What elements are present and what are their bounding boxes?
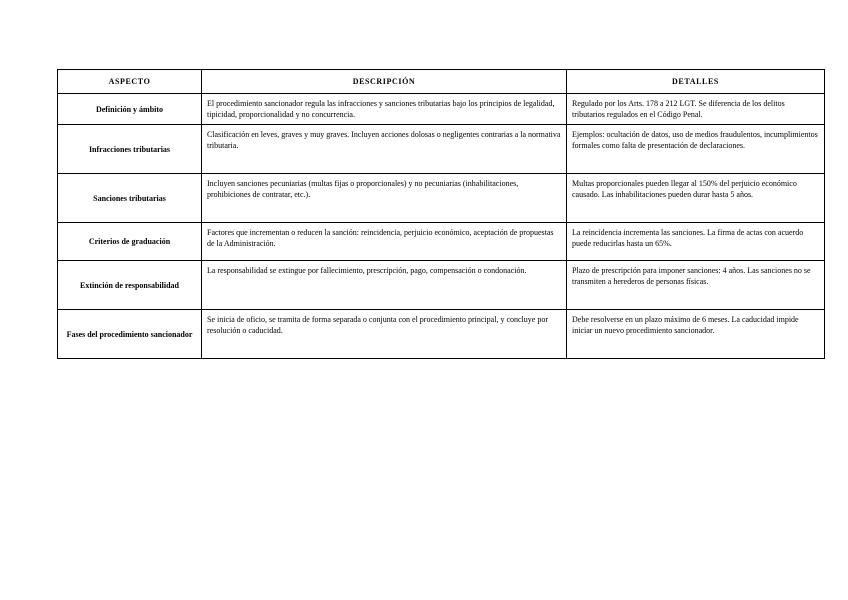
details-cell: La reincidencia incrementa las sanciones. La firma de actas con acuerdo puede reducirlas hasta un 65%. xyxy=(567,223,825,261)
details-cell: Regulado por los Arts. 178 a 212 LGT. Se diferencia de los delitos tributarios regulados en el Código Penal. xyxy=(567,94,825,125)
table-row xyxy=(58,94,825,125)
table-row xyxy=(58,174,825,223)
aspect-cell: Infracciones tributarias xyxy=(58,125,202,174)
table-header-row xyxy=(58,70,825,94)
header-detalles: DETALLES xyxy=(567,70,825,94)
details-cell: Multas proporcionales pueden llegar al 150% del perjuicio económico causado. Las inhabilitaciones pueden durar hasta 5 años. xyxy=(567,174,825,223)
description-cell: La responsabilidad se extingue por fallecimiento, prescripción, pago, compensación o condonación. xyxy=(202,261,567,310)
description-cell: El procedimiento sancionador regula las infracciones y sanciones tributarias bajo los principios de legalidad, tipicidad, proporcionalidad y no concurrencia. xyxy=(202,94,567,125)
summary-table xyxy=(57,69,825,359)
table-row xyxy=(58,223,825,261)
details-cell: Plazo de prescripción para imponer sanciones: 4 años. Las sanciones no se transmiten a herederos de personas físicas. xyxy=(567,261,825,310)
description-cell: Se inicia de oficio, se tramita de forma separada o conjunta con el procedimiento principal, y concluye por resolución o caducidad. xyxy=(202,310,567,359)
description-cell: Factores que incrementan o reducen la sanción: reincidencia, perjuicio económico, aceptación de propuestas de la Administración. xyxy=(202,223,567,261)
header-aspecto: ASPECTO xyxy=(58,70,202,94)
description-cell: Clasificación en leves, graves y muy graves. Incluyen acciones dolosas o negligentes contrarias a la normativa tributaria. xyxy=(202,125,567,174)
header-descripcion: DESCRIPCIÓN xyxy=(202,70,567,94)
aspect-cell: Definición y ámbito xyxy=(58,94,202,125)
table-row xyxy=(58,125,825,174)
aspect-cell: Sanciones tributarias xyxy=(58,174,202,223)
details-cell: Ejemplos: ocultación de datos, uso de medios fraudulentos, incumplimientos formales como falta de presentación de declaraciones. xyxy=(567,125,825,174)
details-cell: Debe resolverse en un plazo máximo de 6 meses. La caducidad impide iniciar un nuevo procedimiento sancionador. xyxy=(567,310,825,359)
description-cell: Incluyen sanciones pecuniarias (multas fijas o proporcionales) y no pecuniarias (inhabilitaciones, prohibiciones de contratar, etc.). xyxy=(202,174,567,223)
table-row xyxy=(58,261,825,310)
aspect-cell: Extinción de responsabilidad xyxy=(58,261,202,310)
table-row xyxy=(58,310,825,359)
aspect-cell: Criterios de graduación xyxy=(58,223,202,261)
aspect-cell: Fases del procedimiento sancionador xyxy=(58,310,202,359)
